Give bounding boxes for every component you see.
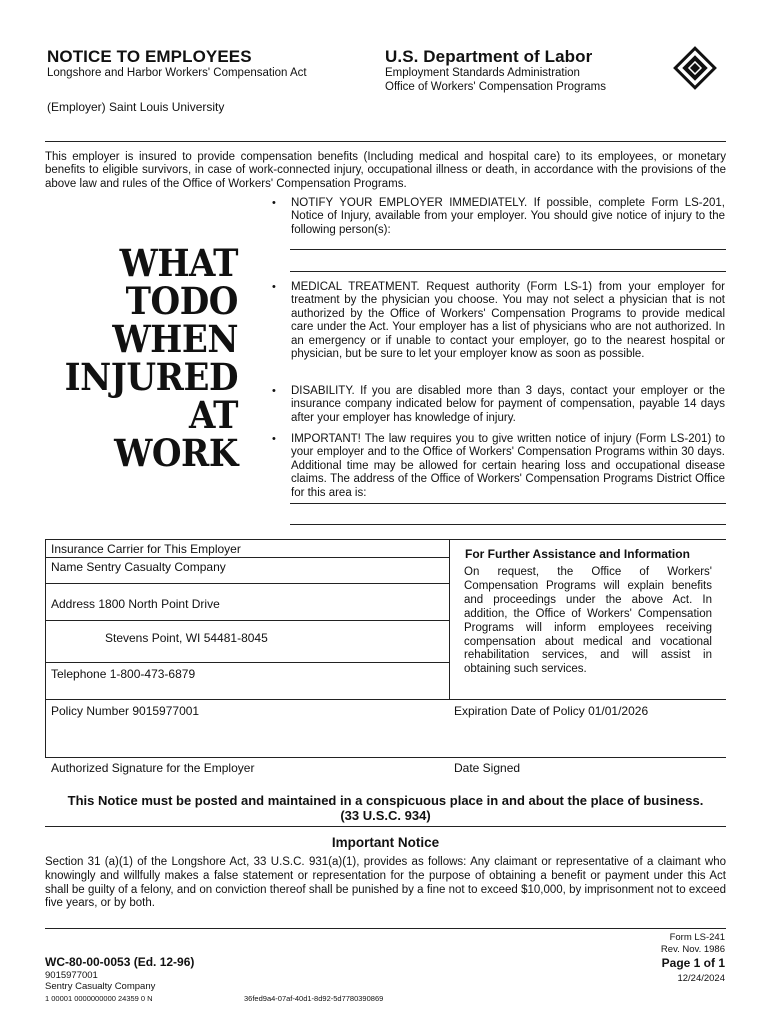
heading-line: WHEN bbox=[112, 317, 238, 361]
bullet-disability: DISABILITY. If you are disabled more than 3 days, contact your employer or the insurance company indicated below for payment of compensation, payable 14 days after your employer has knowledge of injury. bbox=[291, 385, 725, 424]
fill-line bbox=[290, 524, 726, 525]
important-notice-text: Section 31 (a)(1) of the Longshore Act, 33 U.S.C. 931(a)(1), provides as follows: Any claimant or representative of a claimant who knowingly and willfully makes a false statement or representation for the purpose of obtaining a benefit or payment under this Act shall be guilty of a felony, and on conviction thereof shall be punished by a fine not to exceed $10,000, by imprisonment not to exceed five years, or by both. bbox=[45, 856, 726, 910]
form-code: WC-80-00-0053 (Ed. 12-96) bbox=[45, 955, 195, 969]
bullet-icon: • bbox=[272, 385, 276, 397]
footer-company: Sentry Casualty Company bbox=[45, 981, 156, 992]
signature-label: Authorized Signature for the Employer bbox=[51, 761, 255, 775]
bullet-icon: • bbox=[272, 281, 276, 293]
fill-line bbox=[290, 503, 726, 504]
employer-line: (Employer) Saint Louis University bbox=[47, 100, 225, 114]
heading-line: INJURED bbox=[64, 355, 238, 399]
heading-line: AT WORK bbox=[114, 393, 238, 475]
divider bbox=[45, 826, 726, 827]
bullet-medical: MEDICAL TREATMENT. Request authority (Form LS-1) from your employer for treatment by the physician you choose. You may not select a physician that is not authorized by the Office of Workers' Compensation Programs to provide medical care under the Act. Your employer has a list of physicians who are not authorized. In an emergency or if unable to contact your employer, go to the nearest hospital or physician, but be sure to let your employer know as soon as possible. bbox=[291, 281, 725, 361]
posting-requirement: This Notice must be posted and maintained in a conspicuous place in and about the place of business. bbox=[67, 793, 704, 808]
heading-line: TODO bbox=[125, 279, 238, 323]
administration-name: Employment Standards Administration bbox=[385, 67, 580, 79]
bullet-icon: • bbox=[272, 197, 276, 209]
row-line bbox=[45, 620, 449, 621]
fill-line bbox=[290, 249, 726, 250]
footer-print-line: 1 00001 0000000000 24359 0 N bbox=[45, 994, 153, 1003]
posting-citation: (33 U.S.C. 934) bbox=[340, 808, 431, 823]
bullet-important: IMPORTANT! The law requires you to give written notice of injury (Form LS-201) to your employer and to the Office of Workers' Compensation Programs within 30 days. Additional time may be allowed for certain hearing loss and occupational disease claims. The address of the Office of Workers' Compensation Programs District Office for this area is: bbox=[291, 433, 725, 499]
dol-seal-icon bbox=[671, 44, 719, 92]
intro-paragraph: This employer is insured to provide compensation benefits (Including medical and hospital care) to its employees, or monetary benefits to eligible survivors, in case of work-connected injury, occupational illness or death, in accordance with the provisions of the above law and rules of the Office of Workers' Compensation Programs. bbox=[45, 151, 726, 190]
box-left-border bbox=[45, 539, 46, 757]
date-signed-label: Date Signed bbox=[454, 761, 521, 775]
footer-date: 12/24/2024 bbox=[677, 973, 725, 984]
assistance-text: On request, the Office of Workers' Compensation Programs will explain benefits and proceedings under the above Act. In addition, the Office of Workers' Compensation Programs will inform employees receiving compensation about medical and vocational rehabilitation services, and will assist in obtaining such services. bbox=[464, 566, 712, 676]
signature-line bbox=[45, 757, 726, 758]
bullet-notify: NOTIFY YOUR EMPLOYER IMMEDIATELY. If possible, complete Form LS-201, Notice of Injury, available from your employer. You should give notice of injury to the following person(s): bbox=[291, 197, 725, 236]
footer-policy: 9015977001 bbox=[45, 970, 98, 981]
notice-title: NOTICE TO EMPLOYEES bbox=[47, 47, 252, 66]
policy-number: Policy Number 9015977001 bbox=[51, 704, 200, 718]
page-indicator: Page 1 of 1 bbox=[661, 956, 725, 970]
fill-line bbox=[290, 271, 726, 272]
department-title: U.S. Department of Labor bbox=[385, 47, 593, 66]
row-line bbox=[45, 662, 449, 663]
office-name: Office of Workers' Compensation Programs bbox=[385, 81, 606, 93]
carrier-name: Name Sentry Casualty Company bbox=[51, 560, 226, 574]
bullet-icon: • bbox=[272, 433, 276, 445]
act-name: Longshore and Harbor Workers' Compensation Act bbox=[47, 67, 307, 79]
form-number: Form LS-241 bbox=[669, 932, 725, 943]
what-to-do-heading bbox=[48, 241, 238, 475]
row-line bbox=[45, 583, 449, 584]
divider bbox=[45, 141, 726, 142]
row-line bbox=[45, 557, 449, 558]
footer-hash: 36fed9a4-07af-40d1-8d92-5d7780390869 bbox=[244, 994, 384, 1003]
divider bbox=[45, 928, 726, 929]
carrier-address: Address 1800 North Point Drive bbox=[51, 597, 220, 611]
row-line bbox=[45, 699, 726, 700]
form-revision: Rev. Nov. 1986 bbox=[660, 944, 725, 955]
carrier-city: Stevens Point, WI 54481-8045 bbox=[105, 631, 268, 645]
carrier-heading: Insurance Carrier for This Employer bbox=[51, 542, 241, 556]
assistance-heading: For Further Assistance and Information bbox=[465, 547, 690, 561]
box-top-border bbox=[45, 539, 726, 540]
expiration-date: Expiration Date of Policy 01/01/2026 bbox=[454, 704, 649, 718]
box-divider bbox=[449, 539, 450, 699]
carrier-telephone: Telephone 1-800-473-6879 bbox=[51, 667, 196, 681]
heading-line: WHAT bbox=[119, 241, 238, 285]
important-notice-heading: Important Notice bbox=[331, 835, 440, 850]
